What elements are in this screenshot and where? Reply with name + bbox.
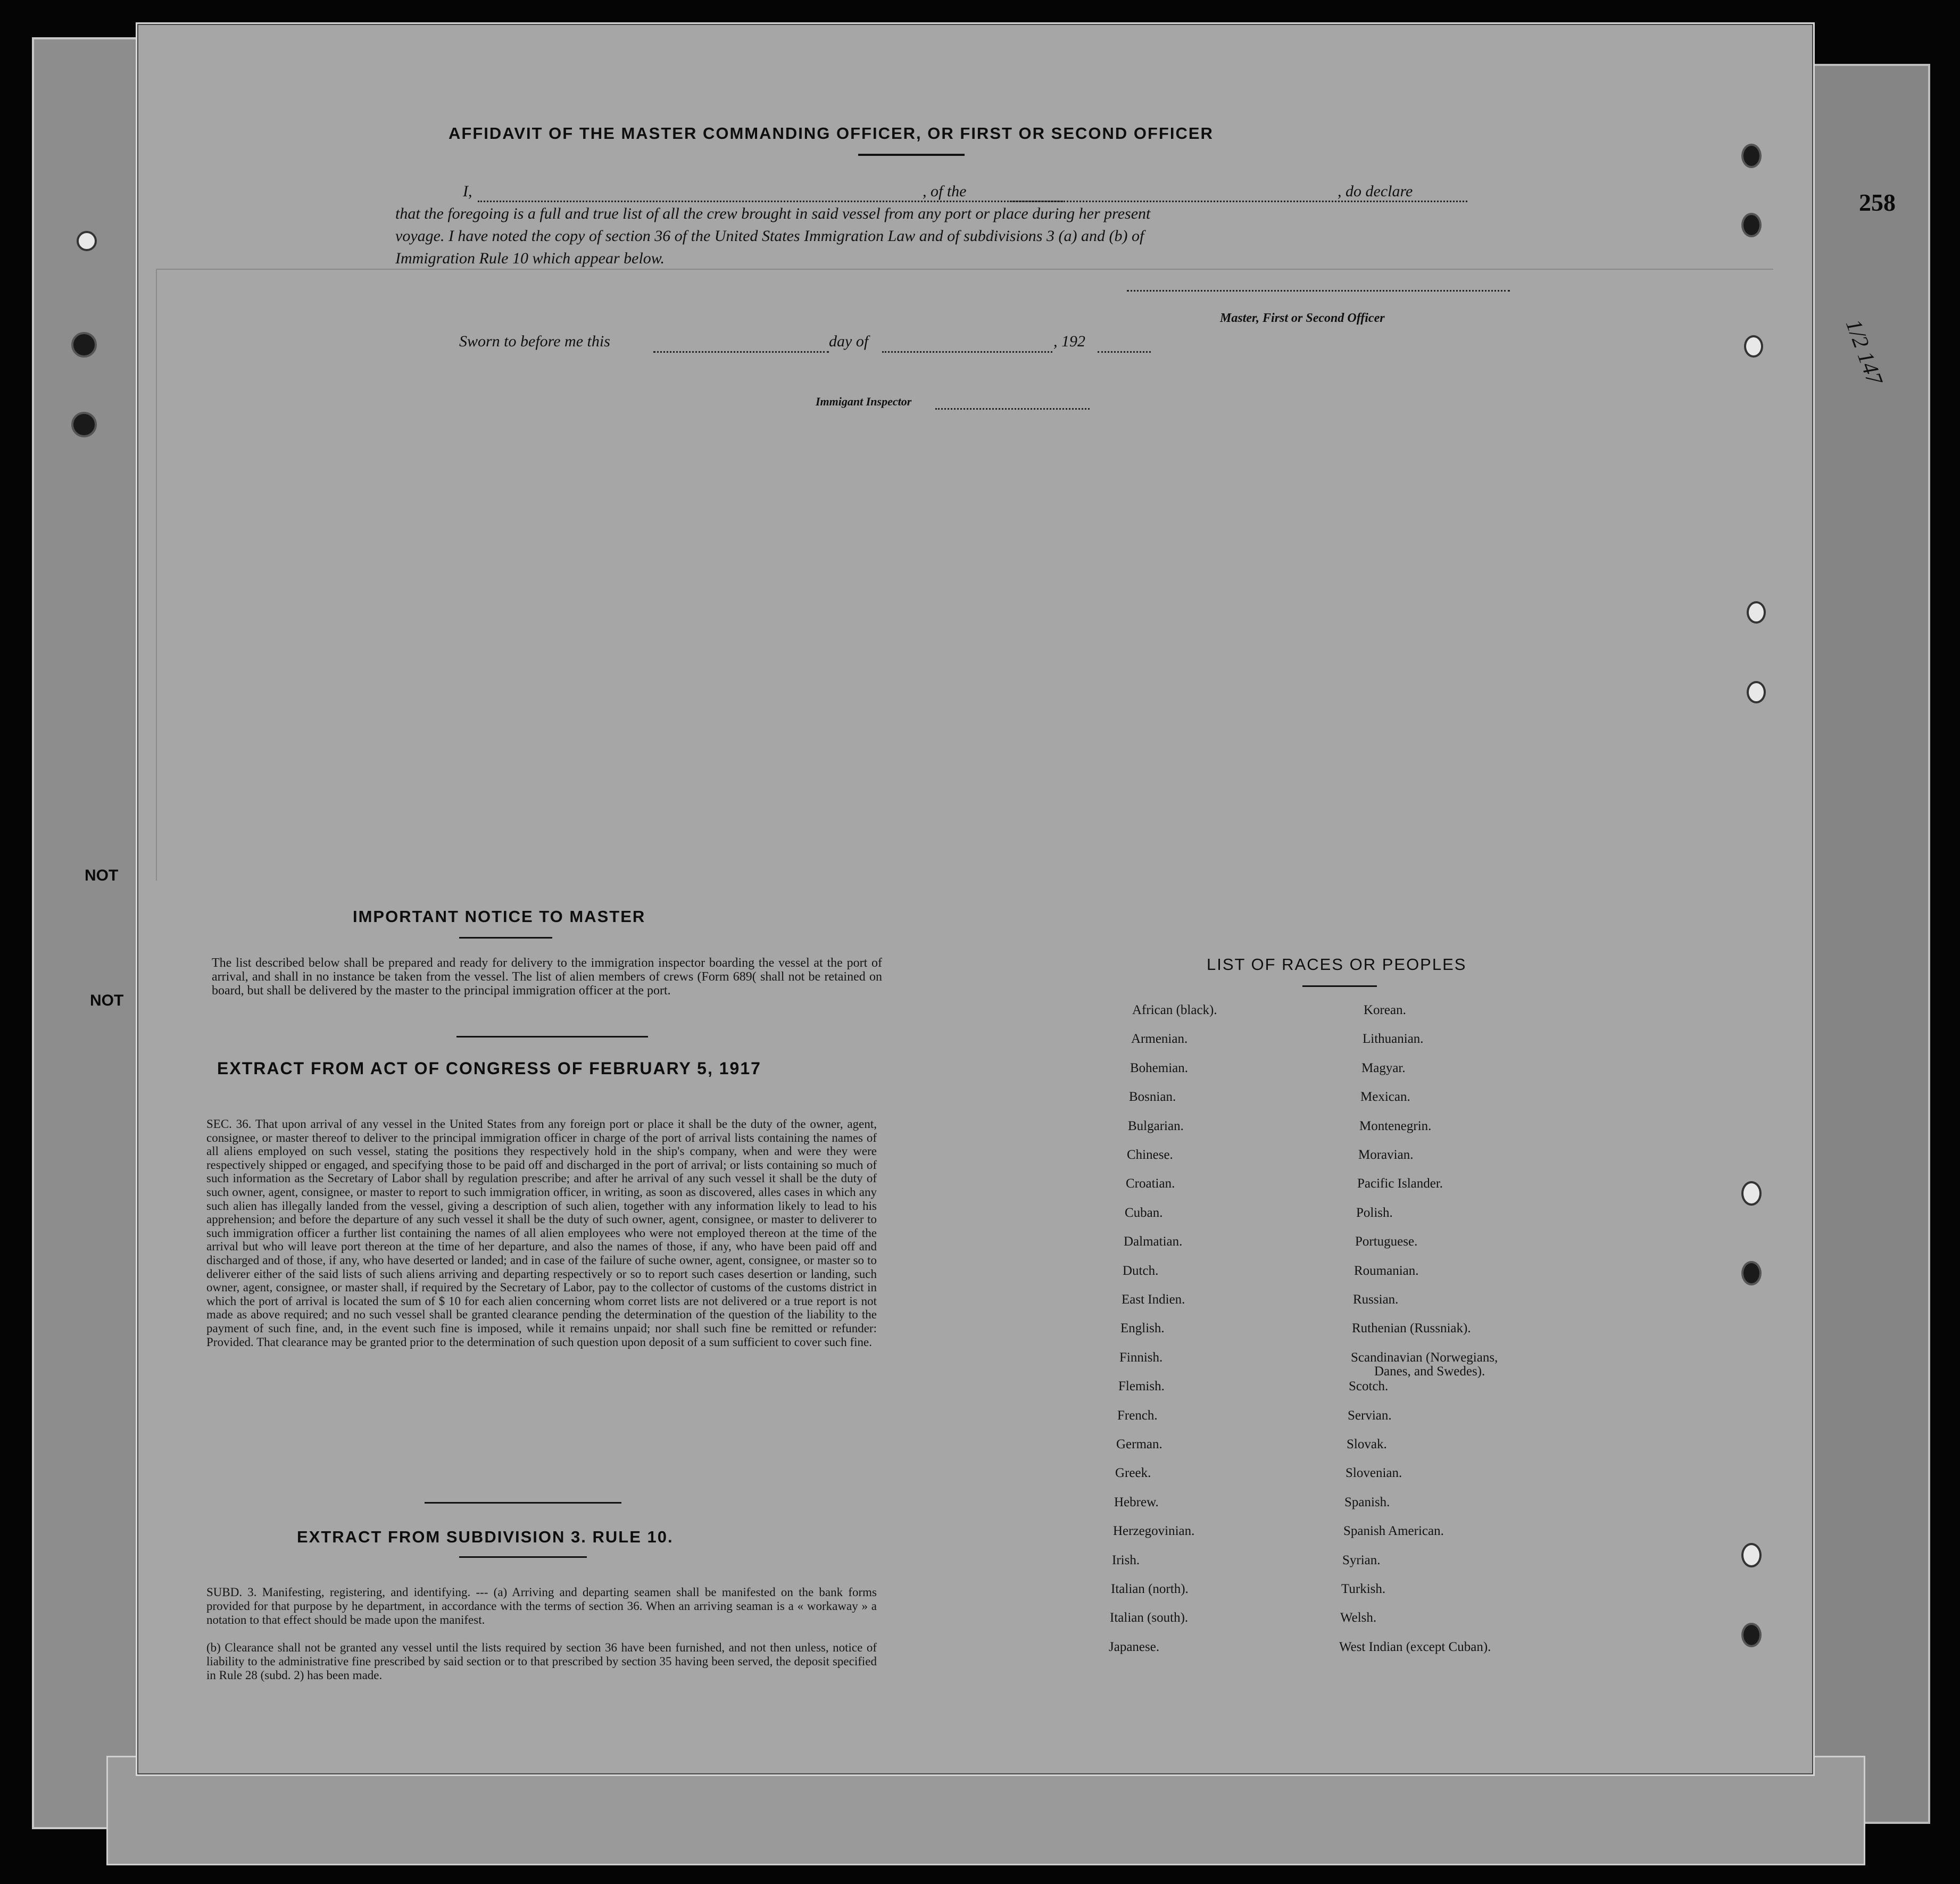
- rule-para-b: (b) Clearance shall not be granted any vessel until the lists required by section 36 have been furnished, and not then unless, notice of liability to the administrative fine prescribed by said section or to that prescribed by section 35 having been served, the deposit specified in Rule 28 (subd. 2) has been made.: [206, 1641, 877, 1682]
- race-item: Portuguese.: [1355, 1234, 1418, 1249]
- race-item: Moravian.: [1358, 1148, 1414, 1162]
- race-item: Pacific Islander.: [1357, 1176, 1443, 1191]
- race-item: Servian.: [1348, 1408, 1392, 1423]
- punch-hole: [71, 412, 97, 437]
- punch-hole: [1747, 601, 1766, 624]
- name-blank: [478, 201, 1063, 202]
- race-item: Spanish.: [1344, 1495, 1390, 1509]
- race-item: Russian.: [1353, 1292, 1399, 1307]
- notice-title: IMPORTANT NOTICE TO MASTER: [353, 907, 646, 926]
- race-item: Cuban.: [1125, 1205, 1163, 1220]
- notice-rule: [459, 937, 552, 939]
- act-extract-body: SEC. 36. That upon arrival of any vessel in the United States from any foreign port or place it shall be the duty of the owner, agent, consignee, or master thereof to deliver to the principal immigration officer in charge of the port of arrival lists containing the names of all aliens employed on such vessel, stating the positions they respectively hold in the ship's company, when and were they were respectively shipped or engaged, and specifying those to be paid off and discharged in the port of arrival; or lists containing so much of such information as the Secretary of Labor shall by regulation prescribe; and after he arrival of any such vessel it shall be the duty of such owner, agent, consignee, or master to report to such immigration officer, in writing, as soon as discovered, alles cases in which any such alien has illegally landed from the vessel, giving a description of such alien, together with any information likely to lead to his apprehension; and before the departure of any such vessel it shall be the duty of such owner, agent, consignee, or master to deliverer to such immigration officer a further list containing the names of all alien employees who were not employed thereon at the time of the arrival but who will leave port thereon at the time of her departure, and also the names of those, if any, who have been paid off and discharged and of those, if any, who have deserted or landed; and in case of the failure of suche owner, agent, consignee, or master so to deliverer either of the said lists of such aliens arriving and departing respectively or so to report such cases desertion or landing, such owner, agent, consignee, or master shall, if required by the Secretary of Labor, pay to the collector of customs of the customs district in which the port of arrival is located the sum of $ 10 for each alien concerning whom corret lists are not delivered or a true report is not made as above required; and no such vessel shall be granted clearance pending the determination of the question of the liability to the payment of such fine, and, in the event such fine is imposed, while it remains unpaid; nor shall such fine be remitted or refunder: Provided. That clearance may be granted prior to the determination of such question upon deposit of a sum sufficient to cover such fine.: [206, 1117, 877, 1349]
- act-separator: [425, 1502, 621, 1504]
- race-item: Danes, and Swedes).: [1374, 1364, 1485, 1379]
- rule-extract-title: EXTRACT FROM SUBDIVISION 3. RULE 10.: [297, 1528, 674, 1546]
- affidavit-line2: that the foregoing is a full and true list of all the crew brought in said vessel from any port or place during her present: [395, 205, 1151, 222]
- notice-body: The list described below shall be prepared and ready for delivery to the immigration inspector boarding the vessel at the port of arrival, and shall in no instance be taken from the vessel. The list of alien members of crews (Form 689( shall not be retained on board, but shall be delivered by the master to the principal immigration officer at the port.: [212, 956, 882, 998]
- race-item: Polish.: [1356, 1205, 1393, 1220]
- vessel-blank: [1010, 201, 1467, 202]
- race-item: Greek.: [1115, 1466, 1151, 1481]
- race-item: Bulgarian.: [1128, 1118, 1184, 1133]
- race-item: West Indian (except Cuban).: [1339, 1639, 1491, 1654]
- race-item: Roumanian.: [1354, 1263, 1419, 1278]
- signature-blank: [1127, 290, 1510, 292]
- punch-hole: [1744, 335, 1763, 358]
- race-item: East Indien.: [1122, 1292, 1185, 1307]
- affidavit-of-the: , of the: [919, 182, 970, 201]
- race-item: Scotch.: [1349, 1379, 1389, 1394]
- master-signature-label: Master, First or Second Officer: [1220, 311, 1385, 325]
- punch-hole: [1741, 1623, 1762, 1647]
- punch-hole: [71, 332, 97, 358]
- race-item: Chinese.: [1127, 1148, 1173, 1162]
- rule-para-a: SUBD. 3. Manifesting, registering, and identifying. --- (a) Arriving and departing seamen shall be manifested on the bank forms provided for that purpose by he department, in accordance with the terms of section 36. When an arriving seaman is a « workaway » a notation to that effect should be made upon the manifest.: [206, 1586, 877, 1626]
- left-tab-label: NOT: [85, 867, 119, 884]
- handwritten-reference: 1/2 147: [1840, 316, 1887, 388]
- race-item: African (black).: [1132, 1003, 1217, 1017]
- inspector-blank: [935, 408, 1090, 410]
- race-item: Armenian.: [1131, 1032, 1188, 1047]
- race-item: Welsh.: [1340, 1611, 1377, 1625]
- sworn-text: Sworn to before me this: [459, 333, 610, 350]
- year-text: , 192: [1053, 333, 1085, 350]
- document-page: [136, 22, 1815, 1776]
- title-rule: [858, 154, 965, 156]
- affidavit-title: AFFIDAVIT OF THE MASTER COMMANDING OFFICER, OR FIRST OR SECOND OFFICER: [449, 124, 1214, 143]
- race-item: Korean.: [1364, 1003, 1406, 1017]
- race-item: Japanese.: [1109, 1639, 1160, 1654]
- races-rule: [1302, 985, 1377, 987]
- race-item: Flemish.: [1118, 1379, 1165, 1394]
- race-item: Turkish.: [1341, 1582, 1386, 1596]
- race-item: Bosnian.: [1129, 1090, 1176, 1105]
- punch-hole: [1741, 213, 1762, 237]
- race-item: Magyar.: [1361, 1060, 1406, 1075]
- page-number: 258: [1859, 189, 1896, 216]
- act-extract-title: EXTRACT FROM ACT OF CONGRESS OF FEBRUARY 5, 1917: [217, 1059, 761, 1078]
- race-item: German.: [1116, 1437, 1162, 1451]
- race-item: Dutch.: [1123, 1263, 1159, 1278]
- punch-hole: [1747, 681, 1766, 703]
- race-item: Spanish American.: [1343, 1524, 1444, 1539]
- race-item: Italian (south).: [1110, 1611, 1189, 1625]
- race-item: Croatian.: [1126, 1176, 1175, 1191]
- race-item: Lithuanian.: [1363, 1032, 1424, 1047]
- rule-rule: [459, 1556, 587, 1558]
- punch-hole: [1741, 1261, 1762, 1285]
- race-item: Montenegrin.: [1359, 1118, 1432, 1133]
- notice-separator: [456, 1036, 648, 1038]
- race-item: Irish.: [1112, 1553, 1140, 1567]
- race-item: Scandinavian (Norwegians,: [1351, 1350, 1498, 1365]
- table-frame-line: [156, 269, 1773, 270]
- punch-hole: [1741, 144, 1762, 168]
- race-item: Ruthenian (Russniak).: [1352, 1321, 1471, 1336]
- punch-hole: [77, 231, 97, 251]
- punch-hole: [1741, 1543, 1762, 1567]
- race-item: Slovak.: [1347, 1437, 1387, 1451]
- race-item: Dalmatian.: [1124, 1234, 1183, 1249]
- races-title: LIST OF RACES OR PEOPLES: [1207, 955, 1467, 974]
- left-tab-label: NOT: [90, 992, 124, 1009]
- affidavit-line4: Immigration Rule 10 which appear below.: [395, 250, 665, 267]
- inspector-label: Immigant Inspector: [816, 395, 912, 408]
- race-item: Finnish.: [1119, 1350, 1163, 1365]
- table-frame-line: [156, 269, 157, 881]
- race-item: Bohemian.: [1130, 1060, 1189, 1075]
- race-item: French.: [1117, 1408, 1158, 1423]
- race-item: English.: [1120, 1321, 1165, 1336]
- race-item: Italian (north).: [1111, 1582, 1189, 1596]
- affidavit-i: I,: [463, 182, 472, 200]
- sworn-day-blank: [653, 351, 829, 353]
- race-item: Herzegovinian.: [1113, 1524, 1195, 1539]
- race-item: Mexican.: [1360, 1090, 1410, 1105]
- race-item: Slovenian.: [1346, 1466, 1402, 1481]
- affidavit-line3: voyage. I have noted the copy of section 36 of the United States Immigration Law and of subdivisions 3 (a) and (b) of: [395, 227, 1144, 245]
- affidavit-declare: , do declare: [1334, 182, 1416, 201]
- sworn-month-blank: [882, 351, 1052, 353]
- race-item: Hebrew.: [1114, 1495, 1159, 1509]
- year-blank: [1098, 351, 1151, 353]
- day-of-text: day of: [829, 333, 869, 350]
- punch-hole: [1741, 1181, 1762, 1206]
- race-item: Syrian.: [1342, 1553, 1381, 1567]
